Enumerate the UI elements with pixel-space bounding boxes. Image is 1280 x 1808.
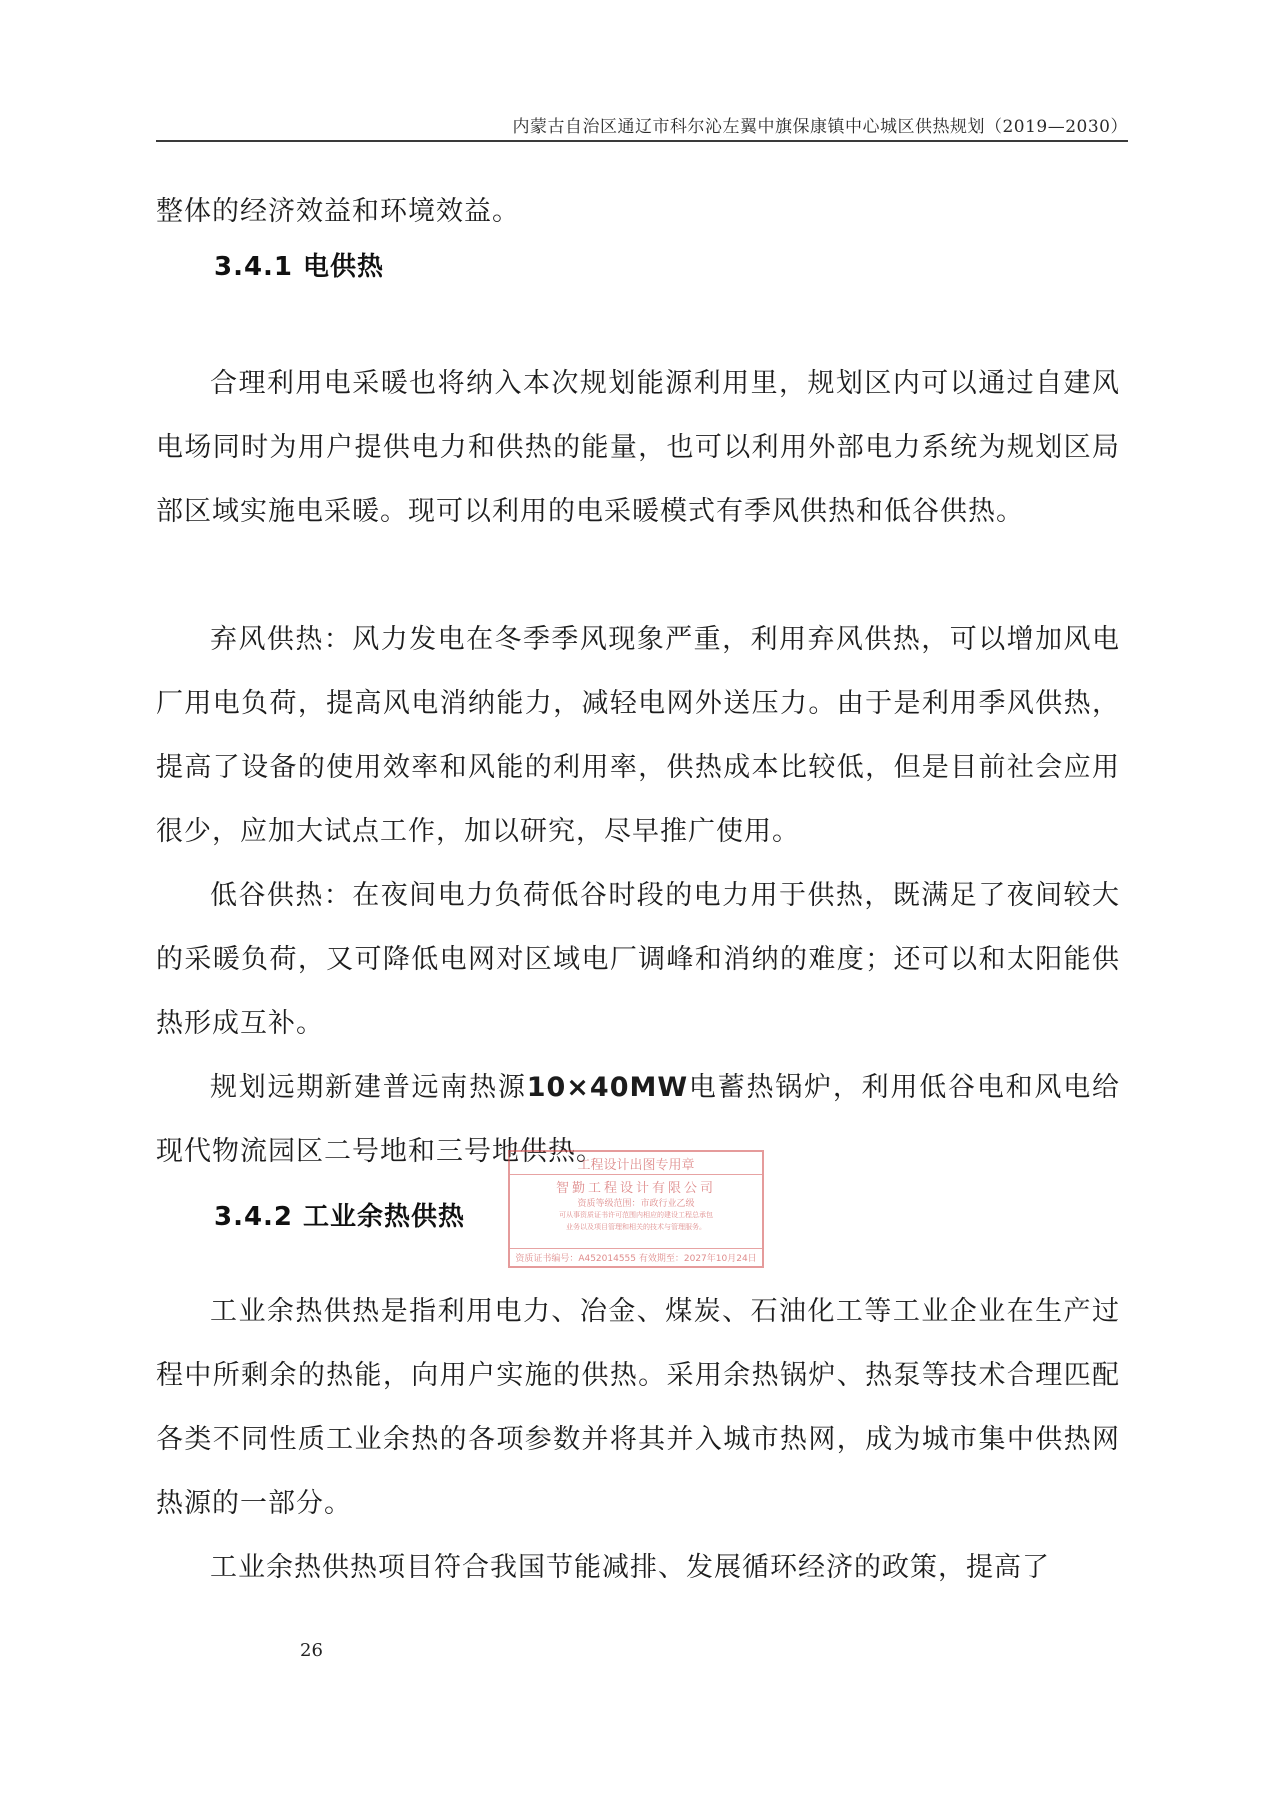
- section-heading-3-4-1: [214, 246, 384, 283]
- seal-title: 工程设计出图专用章: [577, 1158, 695, 1173]
- seal-certificate: 资质证书编号：A452014555 有效期至：2027年10月24日: [510, 1248, 762, 1264]
- page-number: 26: [300, 1640, 323, 1661]
- paragraph-industrial-waste-heat: 工业余热供热是指利用电力、冶金、煤炭、石油化工等工业企业在生产过程中所剩余的热能，向用户实施的供热。采用余热锅炉、热泵等技术合理匹配各类不同性质工业余热的各项参数并将其并入城市热网，成为城市集中供热网热源的一部分。: [156, 1296, 1120, 1519]
- paragraph-waste-heat-policy: 工业余热供热项目符合我国节能减排、发展循环经济的政策，提高了: [210, 1552, 1050, 1583]
- running-header: 内蒙古自治区通辽市科尔沁左翼中旗保康镇中心城区供热规划（2019—2030）: [512, 117, 1128, 137]
- section-heading-3-4-2: [214, 1196, 465, 1233]
- header-rule: [156, 140, 1128, 142]
- section-number: 3.4.2: [214, 1202, 294, 1232]
- seal-company: 智勤工程设计有限公司: [510, 1174, 762, 1196]
- seal-text-2: 业务以及项目管理和相关的技术与管理服务。: [566, 1223, 706, 1231]
- paragraph-off-peak-heating: 低谷供热：在夜间电力负荷低谷时段的电力用于供热，既满足了夜间较大的采暖负荷，又可降低电网对区域电厂调峰和消纳的难度；还可以和太阳能供热形成互补。: [156, 880, 1120, 1039]
- seal-scope: 资质等级范围：市政行业乙级: [577, 1199, 695, 1209]
- plan-text-post: 电蓄热锅炉，利用低谷电和风电给现代物流园区二号地和三号地供热。: [156, 1072, 1121, 1167]
- plan-capacity: 10×40MW: [526, 1072, 689, 1103]
- paragraph-long-term-plan: [156, 1056, 1120, 1184]
- paragraph-continuation: 整体的经济效益和环境效益。: [156, 196, 520, 227]
- section-title: 工业余热供热: [303, 1202, 466, 1232]
- plan-text-pre: 规划远期新建普远南热源: [210, 1072, 527, 1103]
- section-title: 电供热: [303, 252, 385, 282]
- paragraph-curtailed-wind-heating: 弃风供热：风力发电在冬季季风现象严重，利用弃风供热，可以增加风电厂用电负荷，提高风电消纳能力，减轻电网外送压力。由于是利用季风供热，提高了设备的使用效率和风能的利用率，供热成本比较低，但是目前社会应用很少，应加大试点工作，加以研究，尽早推广使用。: [156, 624, 1120, 847]
- seal-text: 可从事资质证书许可范围内相应的建设工程总承包: [559, 1211, 713, 1219]
- paragraph-electric-heating: 合理利用电采暖也将纳入本次规划能源利用里，规划区内可以通过自建风电场同时为用户提供电力和供热的能量，也可以利用外部电力系统为规划区局部区域实施电采暖。现可以利用的电采暖模式有季风供热和低谷供热。: [156, 368, 1120, 527]
- section-number: 3.4.1: [214, 252, 294, 282]
